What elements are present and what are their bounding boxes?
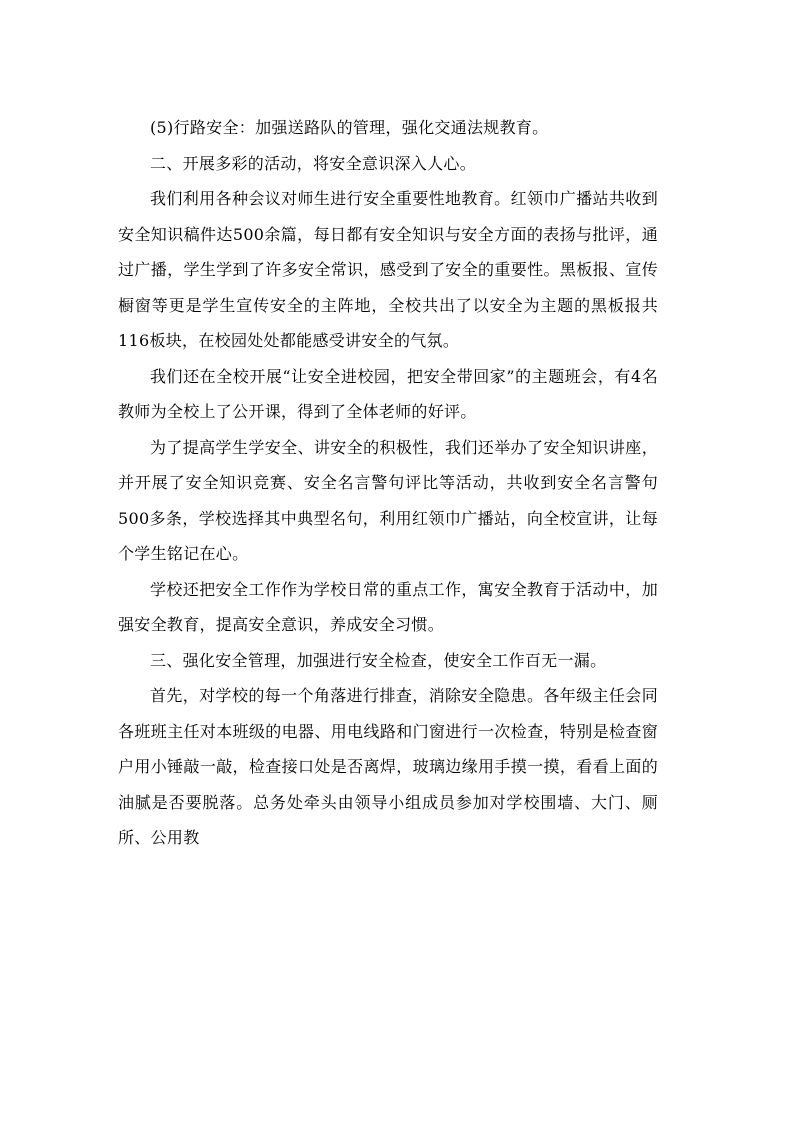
- section-heading-management: 三、强化安全管理，加强进行安全检查，使安全工作百无一漏。: [150, 650, 607, 670]
- paragraph-class-meeting: 我们还在全校开展“让安全进校园，把安全带回家”的主题班会，有4名教师为全校上了公开课，得到了全体老师的好评。: [118, 366, 658, 421]
- section-item-road-safety: (5)行路安全：加强送路队的管理，强化交通法规教育。: [150, 118, 549, 137]
- paragraph-daily-work: 学校还把安全工作作为学校日常的重点工作，寓安全教育于活动中，加强安全教育，提高安全意识，养成安全习惯。: [118, 579, 658, 634]
- paragraph-inspection: 首先，对学校的每一个角落进行排查，消除安全隐患。各年级主任会同各班班主任对本班级的电器、用电线路和门窗进行一次检查，特别是检查窗户用小锤敲一敲，检查接口处是否离焊，玻璃边缘用手摸一摸，看看上面的油腻是否要脱落。总务处牵头由领导小组成员参加对学校围墙、大门、厕所、公用教: [118, 686, 658, 847]
- document-body: [118, 110, 658, 856]
- paragraph-knowledge-lecture: 为了提高学生学安全、讲安全的积极性，我们还举办了安全知识讲座，并开展了安全知识竞赛、安全名言警句评比等活动，共收到安全名言警句500多条，学校选择其中典型名句，利用红领巾广播站，向全校宣讲，让每个学生铭记在心。: [118, 437, 658, 563]
- section-heading-activities: 二、开展多彩的活动，将安全意识深入人心。: [150, 153, 477, 173]
- paragraph-meetings-broadcast: 我们利用各种会议对师生进行安全重要性地教育。红领巾广播站共收到安全知识稿件达500余篇，每日都有安全知识与安全方面的表扬与批评，通过广播，学生学到了许多安全常识，感受到了安全的重要性。黑板报、宣传橱窗等更是学生宣传安全的主阵地，全校共出了以安全为主题的黑板报共116板块，在校园处处都能感受讲安全的气氛。: [118, 189, 658, 350]
